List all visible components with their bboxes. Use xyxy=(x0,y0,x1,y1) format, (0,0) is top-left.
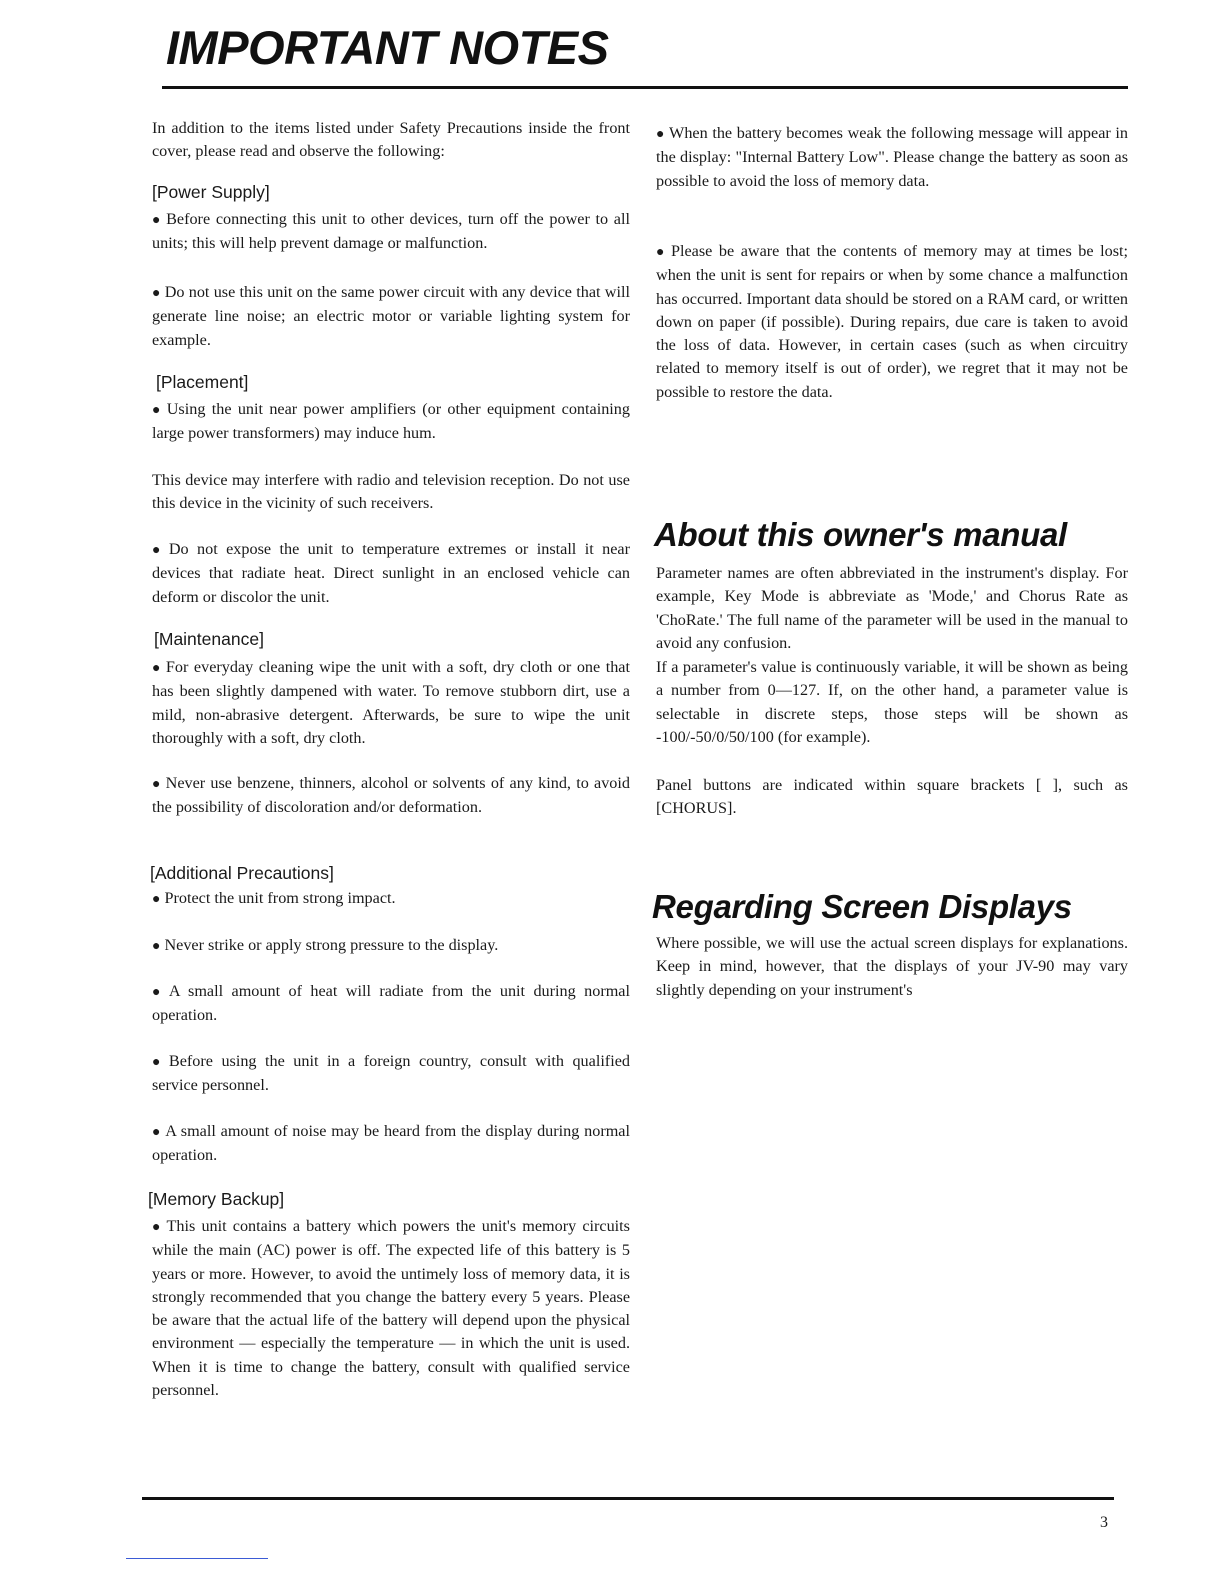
additional-bullet-4: ● Before using the unit in a foreign country, consult with qualified service personnel. xyxy=(152,1052,630,1095)
section-heading-memory-backup: [Memory Backup] xyxy=(148,1189,285,1209)
bullet-icon: ● xyxy=(152,403,163,418)
bullet-icon: ● xyxy=(152,661,162,676)
additional-bullet-2: ● Never strike or apply strong pressure to the display. xyxy=(152,936,499,954)
page-title: IMPORTANT NOTES xyxy=(166,21,609,74)
battery-bullet-2: ● Please be aware that the contents of memory may at times be lost; when the unit is sent for repairs or when by some chance a malfunction has occurred. Important data should be stored on a RAM card, or written down on paper (if possible). During repairs, due care is taken to avoid the loss of data. However, in certain cases (such as when circuitry related to memory itself is out of order), we regret that it may not be possible to restore the data. xyxy=(656,242,1128,401)
battery-bullet-1: ● When the battery becomes weak the following message will appear in the display: "Internal Battery Low". Please change the battery as soon as possible to avoid the loss of memory data. xyxy=(656,124,1128,190)
bullet-icon: ● xyxy=(152,892,161,907)
placement-bullet-1: ● Using the unit near power amplifiers (or other equipment containing large power transformers) may induce hum. xyxy=(152,400,630,443)
maintenance-bullet-1: ● For everyday cleaning wipe the unit with a soft, dry cloth or one that has been slightly dampened with water. To remove stubborn dirt, use a mild, non-abrasive detergent. Afterwards, be sure to wipe the unit thoroughly with a soft, dry cloth. xyxy=(152,658,630,747)
bullet-icon: ● xyxy=(152,985,165,1000)
about-paragraph-1: Parameter names are often abbreviated in the instrument's display. For example, Key Mode is abbreviate as 'Mode,' and Chorus Rate as 'ChoRate.' The full name of the parameter will be used in the manual to avoid any confusion. xyxy=(656,564,1128,652)
power-supply-bullet-2: ● Do not use this unit on the same power circuit with any device that will generate line noise; an electric motor or variable lighting system for example. xyxy=(152,283,630,349)
section-heading-placement: [Placement] xyxy=(156,372,249,392)
footer-rule xyxy=(142,1497,1114,1500)
placement-bullet-3: ● Do not expose the unit to temperature extremes or install it near devices that radiate heat. Direct sunlight in an enclosed vehicle can deform or discolor the unit. xyxy=(152,540,630,606)
section-heading-maintenance: [Maintenance] xyxy=(154,629,264,649)
title-rule xyxy=(162,86,1128,89)
bullet-icon: ● xyxy=(656,127,666,142)
section-heading-about-manual: About this owner's manual xyxy=(654,516,1067,553)
additional-bullet-3: ● A small amount of heat will radiate from the unit during normal operation. xyxy=(152,982,630,1025)
section-heading-screen-displays: Regarding Screen Displays xyxy=(652,888,1072,925)
section-heading-power-supply: [Power Supply] xyxy=(152,182,270,202)
bullet-icon: ● xyxy=(152,1055,165,1070)
bullet-icon: ● xyxy=(152,543,165,558)
about-paragraph-2: If a parameter's value is continuously variable, it will be shown as being a number from 0—127. If, on the other hand, a parameter value is selectable in discrete steps, those steps will be shown as -100/-50/0/50/100 (for example). xyxy=(656,658,1128,746)
screen-paragraph-1: Where possible, we will use the actual screen displays for explanations. Keep in mind, however, that the displays of your JV-90 may vary slightly depending on your instrument's xyxy=(656,934,1128,999)
additional-bullet-5: ● A small amount of noise may be heard from the display during normal operation. xyxy=(152,1122,630,1165)
bullet-icon: ● xyxy=(152,939,161,954)
bullet-icon: ● xyxy=(656,245,667,260)
section-heading-additional-precautions: [Additional Precautions] xyxy=(150,863,334,883)
intro-paragraph: In addition to the items listed under Safety Precautions inside the front cover, please read and observe the following: xyxy=(152,119,630,161)
page-number: 3 xyxy=(1100,1514,1108,1531)
maintenance-bullet-2: ● Never use benzene, thinners, alcohol or solvents of any kind, to avoid the possibility of discoloration and/or deformation. xyxy=(152,774,630,817)
bullet-icon: ● xyxy=(152,1220,163,1235)
bullet-icon: ● xyxy=(152,286,161,301)
bullet-icon: ● xyxy=(152,1125,162,1140)
about-paragraph-3: Panel buttons are indicated within square brackets [ ], such as [CHORUS]. xyxy=(656,776,1128,818)
bullet-icon: ● xyxy=(152,213,163,228)
additional-bullet-1: ● Protect the unit from strong impact. xyxy=(152,889,396,907)
placement-bullet-2: This device may interfere with radio and television reception. Do not use this device in the vicinity of such receivers. xyxy=(152,471,630,513)
memory-bullet-1: ● This unit contains a battery which powers the unit's memory circuits while the main (AC) power is off. The expected life of this battery is 5 years or more. However, to avoid the untimely loss of memory data, it is strongly recommended that you change the battery every 5 years. Please be aware that the actual life of the battery will depend upon the physical environment — especially the temperature — in which the unit is used. When it is time to change the battery, consult with qualified service personnel. xyxy=(152,1217,630,1400)
power-supply-bullet-1: ● Before connecting this unit to other devices, turn off the power to all units; this will help prevent damage or malfunction. xyxy=(152,210,630,253)
blue-underline xyxy=(126,1558,268,1559)
bullet-icon: ● xyxy=(152,777,162,792)
